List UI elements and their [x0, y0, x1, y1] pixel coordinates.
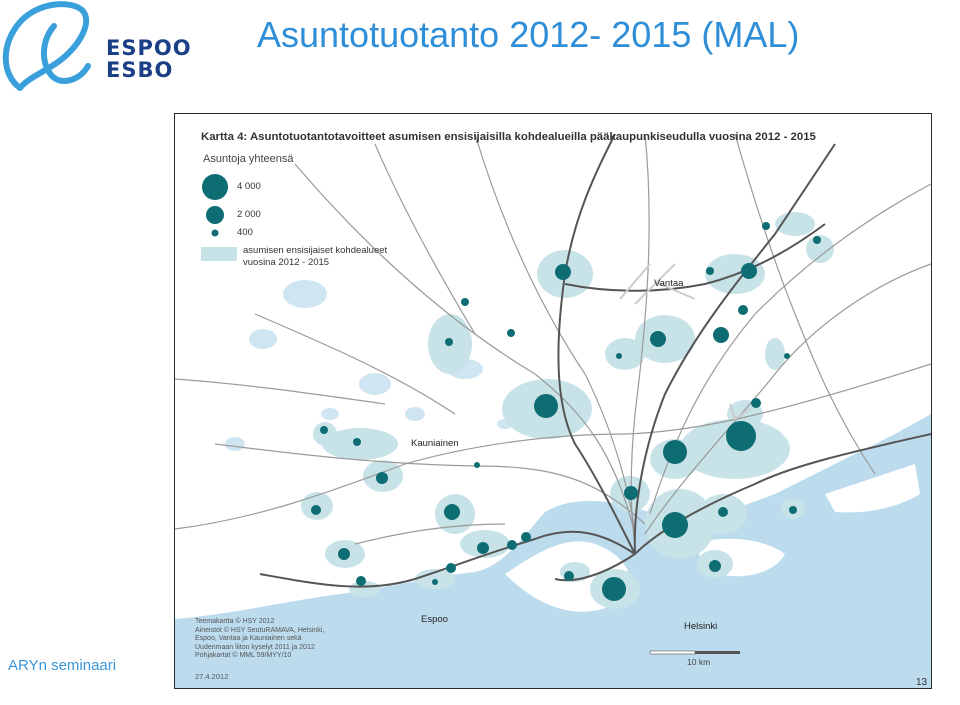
place-label-helsinki: Helsinki: [684, 621, 718, 632]
credit-line: Aineistot © HSY SeutuRAMAVA, Helsinki,: [195, 626, 325, 634]
legend-label-400: 400: [237, 227, 253, 238]
place-label-vantaa: Vantaa: [654, 278, 684, 289]
map-date: 27.4.2012: [195, 672, 229, 681]
place-label-espoo: Espoo: [421, 614, 448, 625]
scale-label: 10 km: [687, 657, 711, 667]
legend-label-2000: 2 000: [237, 209, 261, 220]
thematic-map: [174, 113, 932, 689]
map-heading: Kartta 4: Asuntotuotantotavoitteet asumisen ensisijaisilla kohdealueilla pääkaupunkiseudulla vuosina 2012 - 2015: [201, 131, 816, 143]
legend-title: Asuntoja yhteensä: [203, 153, 294, 165]
logo-text-espoo: ESPOO: [106, 36, 192, 60]
map-canvas: [175, 114, 931, 688]
page-number: 13: [916, 677, 928, 688]
credit-line: Pohjakartat © MML 59/MYY/10: [195, 652, 292, 659]
scale-bar: [650, 651, 740, 654]
credit-line: Teemakartta © HSY 2012: [195, 618, 275, 625]
map-credits: [195, 618, 395, 661]
espoo-logo: [0, 0, 200, 95]
slide-title: Asuntotuotanto 2012- 2015 (MAL): [257, 14, 800, 55]
espoo-swirl-icon: [0, 0, 100, 95]
credit-line: Espoo, Vantaa ja Kauniainen sekä: [195, 635, 302, 642]
footer-event-name: ARYn seminaari: [8, 657, 117, 674]
legend-area-label-line2: vuosina 2012 - 2015: [243, 257, 330, 268]
legend-area-label-line1: asumisen ensisijaiset kohdealueet: [243, 245, 388, 256]
credit-line: Uudenmaan liiton kyselyt 2011 ja 2012: [195, 643, 315, 651]
legend-label-4000: 4 000: [237, 181, 261, 192]
logo-text-esbo: ESBO: [106, 58, 174, 82]
place-label-kauniainen: Kauniainen: [411, 438, 459, 449]
